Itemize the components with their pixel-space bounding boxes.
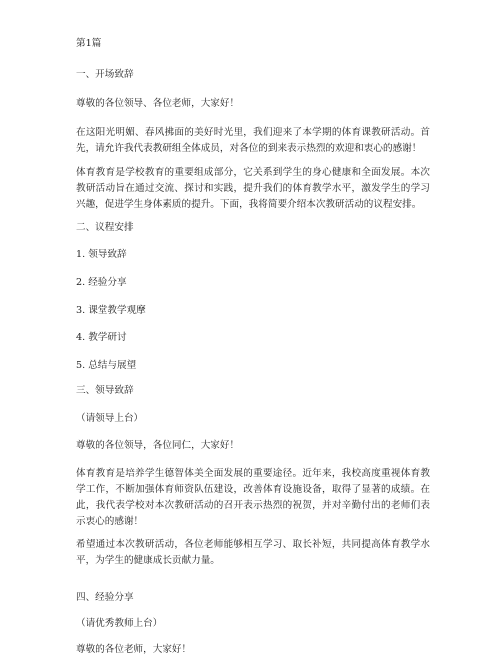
agenda-item: 4. 教学研讨 xyxy=(76,332,127,343)
agenda-item: 1. 领导致辞 xyxy=(76,249,127,260)
paragraph-leader-speech: 体育教育是培养学生德智体美全面发展的重要途径。近年来，我校高度重视体育教学工作，不断加强体育师资队伍建设，改善体育设施设备，取得了显著的成绩。在此，我代表学校对本次教研活动的召开表示热烈的祝贺，并对辛勤付出的老师们表示衷心的感谢！ xyxy=(76,468,430,527)
greeting-line: 尊敬的各位领导、各位老师，大家好！ xyxy=(76,98,240,109)
section-title-experience: 四、经验分享 xyxy=(76,592,134,603)
agenda-item: 3. 课堂教学观摩 xyxy=(76,305,146,316)
agenda-item: 2. 经验分享 xyxy=(76,277,127,288)
document-heading: 第1篇 xyxy=(76,38,102,49)
stage-note: （请领导上台） xyxy=(76,413,144,424)
paragraph-hope: 希望通过本次教研活动，各位老师能够相互学习、取长补短，共同提高体育教学水平，为学生的健康成长贡献力量。 xyxy=(76,539,430,566)
paragraph-purpose: 体育教育是学校教育的重要组成部分，它关系到学生的身心健康和全面发展。本次教研活动旨在通过交流、探讨和实践，提升我们的体育教学水平，激发学生的学习兴趣，促进学生身体素质的提升。下面，我将简要介绍本次教研活动的议程安排。 xyxy=(76,167,430,210)
paragraph-welcome: 在这阳光明媚、春风拂面的美好时光里，我们迎来了本学期的体育课教研活动。首先，请允许我代表教研组全体成员，对各位的到来表示热烈的欢迎和衷心的感谢！ xyxy=(76,127,430,154)
section-title-agenda: 二、议程安排 xyxy=(76,222,134,233)
section-title-leader-speech: 三、领导致辞 xyxy=(76,385,134,396)
stage-note: （请优秀教师上台） xyxy=(76,618,163,629)
greeting-line: 尊敬的各位老师，大家好！ xyxy=(76,644,192,655)
section-title-opening: 一、开场致辞 xyxy=(76,69,134,80)
agenda-item: 5. 总结与展望 xyxy=(76,360,137,371)
greeting-line: 尊敬的各位领导，各位同仁，大家好！ xyxy=(76,440,240,451)
